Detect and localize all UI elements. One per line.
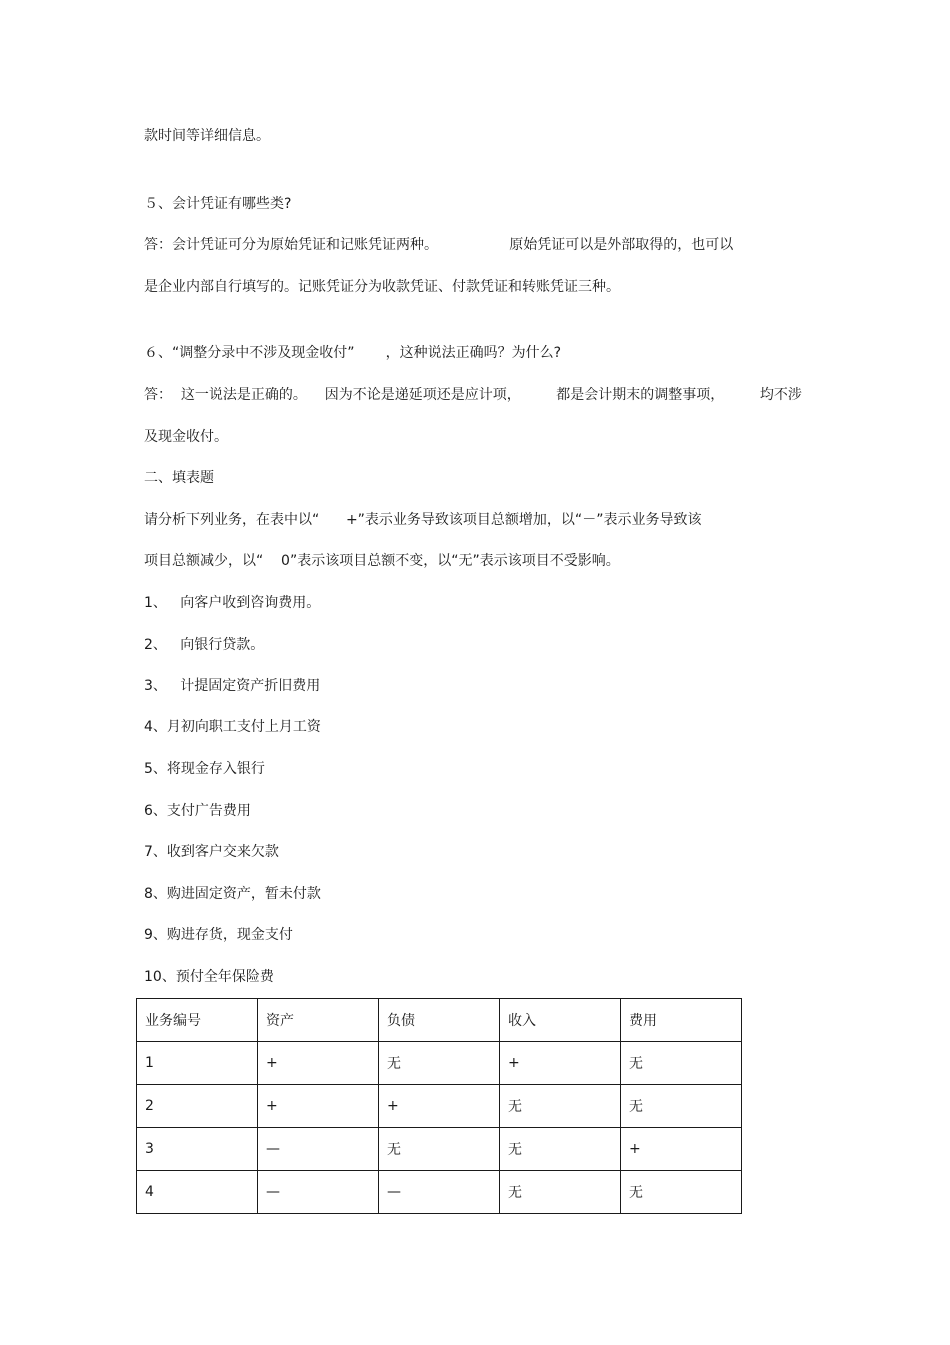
question-heading: ５、会计凭证有哪些类? [144, 196, 292, 212]
answer-table [136, 998, 742, 1214]
question-heading: ６、“调整分录中不涉及现金收付” ，这种说法正确吗？为什么? [144, 345, 562, 361]
table-cell: 无 [621, 1171, 742, 1214]
table-header-cell: 收入 [500, 999, 621, 1042]
table-header-cell: 资产 [258, 999, 379, 1042]
list-item: 6、支付广告费用 [144, 803, 251, 819]
table-header-cell: 负债 [379, 999, 500, 1042]
table-row [137, 1128, 742, 1171]
table-row [137, 1042, 742, 1085]
table-cell: 无 [500, 1085, 621, 1128]
table-cell: 无 [500, 1171, 621, 1214]
table-header-cell: 费用 [621, 999, 742, 1042]
answer-text: 答：会计凭证可分为原始凭证和记账凭证两种。 原始凭证可以是外部取得的，也可以 [144, 237, 734, 253]
list-item: 9、购进存货，现金支付 [144, 927, 293, 943]
answer-text: 及现金收付。 [144, 429, 228, 445]
table-cell: — [258, 1171, 379, 1214]
table-cell: + [379, 1085, 500, 1128]
table-cell: 无 [621, 1085, 742, 1128]
list-item: 10、预付全年保险费 [144, 969, 274, 985]
list-item: 7、收到客户交来欠款 [144, 844, 279, 860]
paragraph-text: 款时间等详细信息。 [144, 128, 270, 144]
instruction-text: 项目总额减少，以“ 0”表示该项目总额不变，以“无”表示该项目不受影响。 [144, 553, 620, 569]
list-item: 3、 计提固定资产折旧费用 [144, 678, 321, 694]
table-cell: 3 [137, 1128, 258, 1171]
instruction-text: 请分析下列业务，在表中以“ +”表示业务导致该项目总额增加，以“－”表示业务导致该 [144, 512, 702, 528]
list-item: 5、将现金存入银行 [144, 761, 265, 777]
table-row [137, 1171, 742, 1214]
section-heading: 二、填表题 [144, 470, 214, 486]
table-cell: 无 [379, 1128, 500, 1171]
table-cell: + [258, 1042, 379, 1085]
answer-text: 是企业内部自行填写的。记账凭证分为收款凭证、付款凭证和转账凭证三种。 [144, 279, 620, 295]
table-cell: — [379, 1171, 500, 1214]
table-cell: 无 [379, 1042, 500, 1085]
list-item: 4、月初向职工支付上月工资 [144, 719, 321, 735]
table-cell: 1 [137, 1042, 258, 1085]
table-header-row [137, 999, 742, 1042]
table-cell: + [621, 1128, 742, 1171]
table-header-cell: 业务编号 [137, 999, 258, 1042]
table-cell: 4 [137, 1171, 258, 1214]
list-item: 8、购进固定资产，暂未付款 [144, 886, 321, 902]
list-item: 1、 向客户收到咨询费用。 [144, 595, 321, 611]
table-cell: 无 [621, 1042, 742, 1085]
table-cell: + [258, 1085, 379, 1128]
table-row [137, 1085, 742, 1128]
table-cell: 2 [137, 1085, 258, 1128]
table-cell: — [258, 1128, 379, 1171]
table-cell: + [500, 1042, 621, 1085]
list-item: 2、 向银行贷款。 [144, 637, 265, 653]
answer-text: 答： 这一说法是正确的。 因为不论是递延项还是应计项， 都是会计期末的调整事项， 均不涉 [144, 387, 802, 403]
table-cell: 无 [500, 1128, 621, 1171]
